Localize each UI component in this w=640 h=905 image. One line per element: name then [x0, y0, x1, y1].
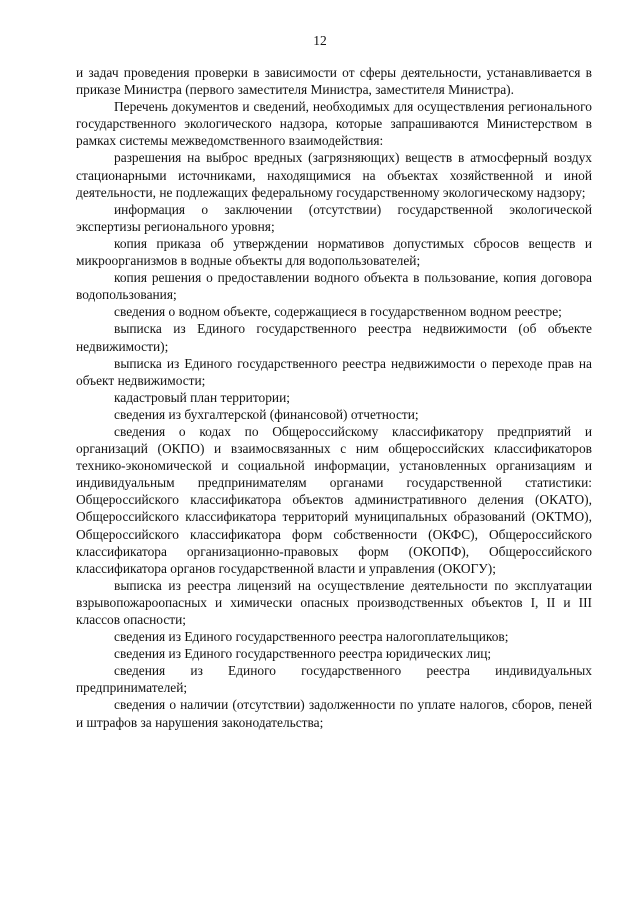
list-item: сведения из Единого государственного реестра юридических лиц; [114, 646, 492, 662]
document-body [76, 64, 592, 731]
paragraph-intro: Перечень документов и сведений, необходимых для осуществления регионального государственного экологического надзора, которые запрашиваются Министерством в рамках системы межведомственного взаимодействия: [76, 99, 592, 149]
list-item: выписка из Единого государственного реестра недвижимости (об объекте недвижимости); [76, 321, 592, 354]
list-item: сведения из Единого государственного реестра налогоплательщиков; [114, 629, 509, 645]
list-item: копия решения о предоставлении водного объекта в пользование, копия договора водопользования; [76, 270, 592, 303]
list-item: сведения о водном объекте, содержащиеся в государственном водном реестре; [114, 304, 562, 320]
list-item: сведения о наличии (отсутствии) задолженности по уплате налогов, сборов, пеней и штрафов за нарушения законодательства; [76, 697, 592, 730]
paragraph-continuation: и задач проведения проверки в зависимости от сферы деятельности, устанавливается в приказе Министра (первого заместителя Министра, заместителя Министра). [76, 65, 592, 98]
list-item: информация о заключении (отсутствии) государственной экологической экспертизы регионального уровня; [76, 201, 592, 234]
list-item: копия приказа об утверждении нормативов допустимых сбросов веществ и микроорганизмов в водные объекты для водопользователей; [76, 235, 592, 269]
list-item: выписка из реестра лицензий на осуществление деятельности по эксплуатации взрывопожароопасных и химически опасных производственных объектов I, II и III классов опасности; [76, 577, 592, 627]
list-item: разрешения на выброс вредных (загрязняющих) веществ в атмосферный воздух стационарными источниками, находящимися на объектах хозяйственной и иной деятельности, не подлежащих федеральному государственному экологическому надзору; [76, 150, 592, 200]
list-item: сведения из Единого государственного реестра индивидуальных предпринимателей; [76, 663, 592, 696]
list-item: выписка из Единого государственного реестра недвижимости о переходе прав на объект недвижимости; [76, 355, 592, 388]
list-item: сведения о кодах по Общероссийскому классификатору предприятий и организаций (ОКПО) и взаимосвязанных с ним общероссийских классификаторов технико-экономической и социальной информации, установленных организациям и индивидуальным предпринимателям органами государственной статистики: Общероссийского классификатора объектов административного деления (ОКАТО), Общероссийского классификатора территорий муниципальных образований (ОКТМО), Общероссийского классификатора форм собственности (ОКФС), Общероссийского классификатора организационно-правовых форм (ОКОПФ), Общероссийского классификатора органов государственной власти и управления (ОКОГУ); [76, 423, 592, 576]
list-item: кадастровый план территории; [114, 389, 290, 405]
page-number: 12 [313, 33, 327, 48]
list-item: сведения из бухгалтерской (финансовой) отчетности; [114, 406, 419, 422]
